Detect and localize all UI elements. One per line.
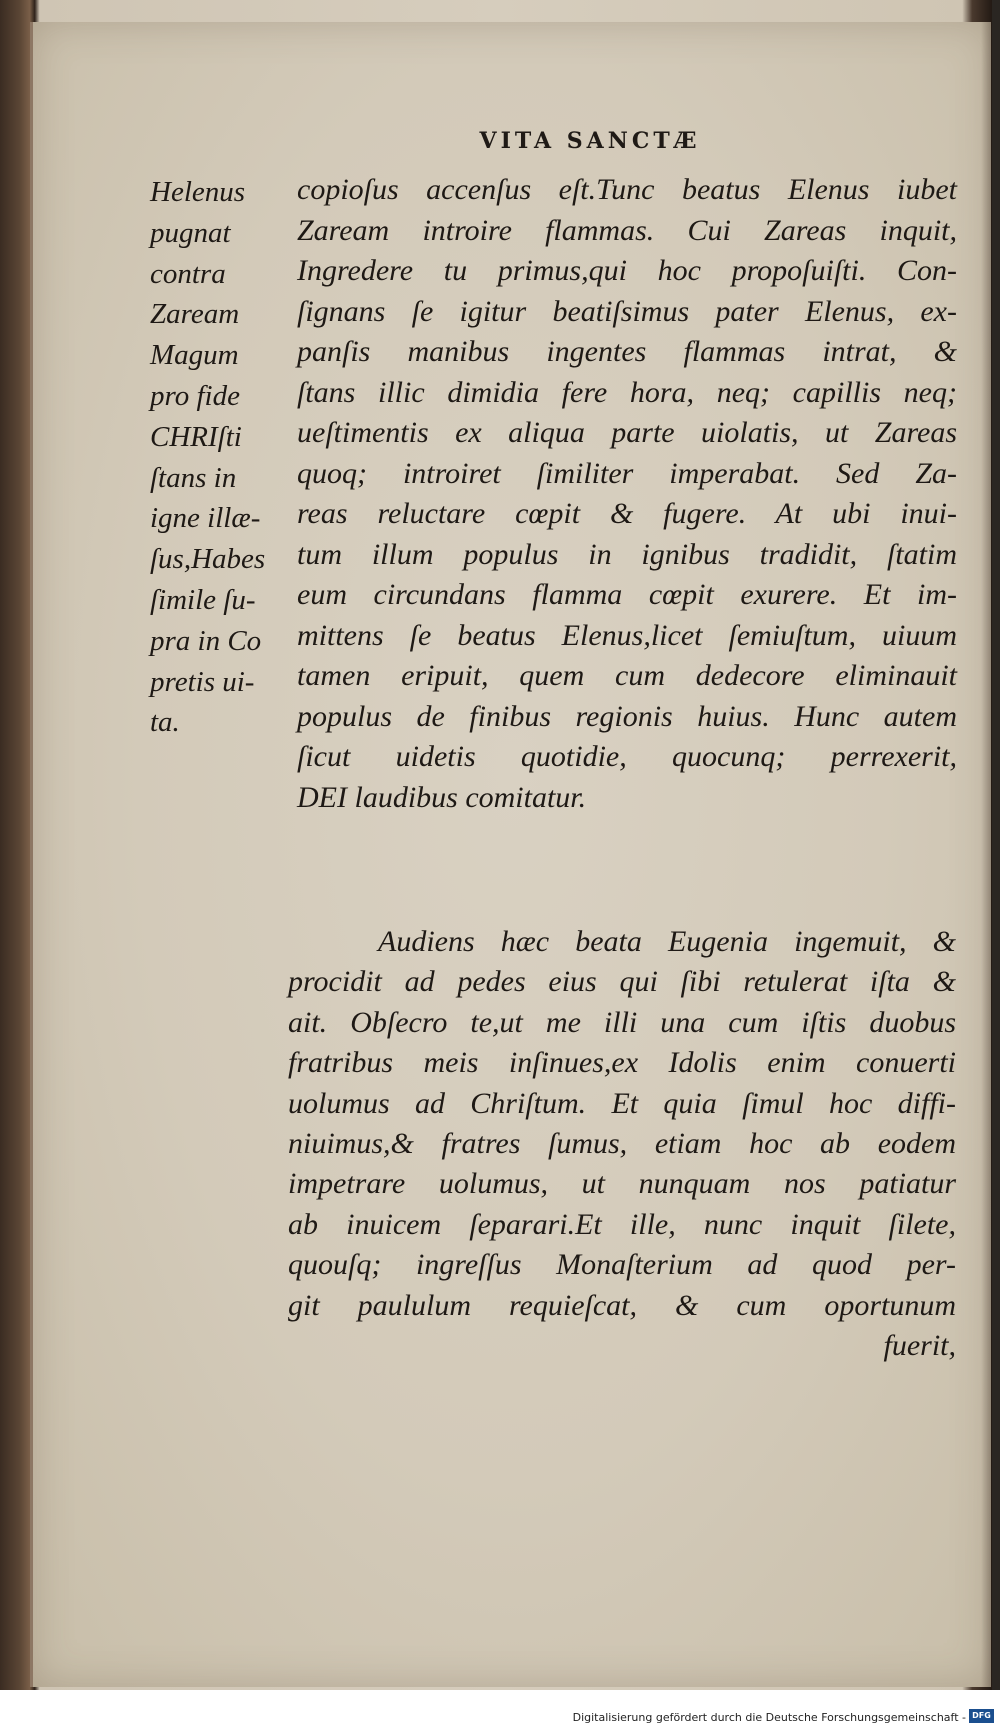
text-line: tum illum populus in ignibus tradidit, ſtatim [297, 537, 957, 571]
text-line: Zaream introire flammas. Cui Zareas inquit, [297, 213, 957, 247]
marginal-line: ta. [150, 706, 180, 739]
marginal-line: ſus,Habes [150, 543, 266, 576]
marginal-line: pretis ui- [150, 665, 255, 698]
page-edge-shadow [981, 22, 991, 1687]
text-line: git paululum requieſcat, & cum oportunum [288, 1288, 956, 1322]
text-line: tamen eripuit, quem cum dedecore eliminauit [297, 659, 957, 692]
marginal-line: pro fide [150, 379, 240, 412]
text-line: Audiens hæc beata Eugenia ingemuit, & [378, 925, 956, 958]
text-line: DEI laudibus comitatur. [297, 780, 587, 814]
text-line: quouſq; ingreſſus Monaſterium ad quod per- [288, 1248, 956, 1282]
marginal-line: Zaream [150, 298, 240, 331]
marginal-line: pra in Co [150, 624, 262, 657]
marginal-line: contra [150, 257, 226, 290]
text-line: quoq; introiret ſimiliter imperabat. Sed Za- [297, 456, 957, 490]
marginal-line: Magum [150, 339, 239, 372]
paragraph-1 [297, 170, 957, 818]
text-line: populus de finibus regionis huius. Hunc autem [297, 699, 957, 733]
marginal-line: ſimile ſu- [150, 583, 256, 616]
marginal-note [150, 172, 300, 743]
marginal-line: igne illæ- [150, 502, 261, 535]
text-line: reas reluctare cœpit & fugere. At ubi inui- [297, 497, 957, 530]
text-line: panſis manibus ingentes flammas intrat, & [297, 335, 957, 368]
text-line: Ingredere tu primus,qui hoc propoſuiſti. Con- [297, 254, 957, 287]
text-line: copioſus accenſus eſt.Tunc beatus Elenus iubet [297, 173, 957, 206]
marginal-line: CHRIſti [150, 420, 242, 453]
marginal-line: Helenus [150, 176, 246, 208]
text-line: mittens ſe beatus Elenus,licet ſemiuſtum, uiuum [297, 618, 957, 652]
funding-credit: Digitalisierung gefördert durch die Deutsche Forschungsgemeinschaft - [572, 1711, 966, 1724]
running-head: VITA SANCTÆ [479, 128, 701, 154]
marginal-line: ſtans in [150, 461, 237, 494]
text-line: ueſtimentis ex aliqua parte uiolatis, ut Zareas [297, 416, 957, 449]
text-line: niuimus,& fratres ſumus, etiam hoc ab eodem [288, 1127, 956, 1161]
dfg-logo: DFG [969, 1709, 994, 1723]
text-line: fratribus meis inſinues,ex Idolis enim conuerti [288, 1046, 956, 1080]
text-line: ait. Obſecro te,ut me illi una cum iſtis duobus [288, 1005, 956, 1039]
text-line: ſignans ſe igitur beatiſsimus pater Elenus, ex- [297, 294, 957, 328]
paragraph-2 [288, 922, 956, 1366]
marginal-line: pugnat [150, 216, 231, 249]
text-line: eum circundans flamma cœpit exurere. Et im- [297, 578, 957, 611]
catchword: fuerit, [883, 1329, 956, 1363]
text-line: procidit ad pedes eius qui ſibi retulerat iſta & [288, 965, 956, 999]
text-line: uolumus ad Chriſtum. Et quia ſimul hoc diffi- [288, 1086, 956, 1120]
text-line: impetrare uolumus, ut nunquam nos patiatur [288, 1167, 956, 1201]
text-line: ab inuicem ſeparari.Et ille, nunc inquit ſilete, [288, 1207, 956, 1241]
text-line: ſicut uidetis quotidie, quocunq; perrexerit, [297, 740, 957, 773]
text-line: ſtans illic dimidia fere hora, neq; capillis neq; [297, 375, 957, 409]
